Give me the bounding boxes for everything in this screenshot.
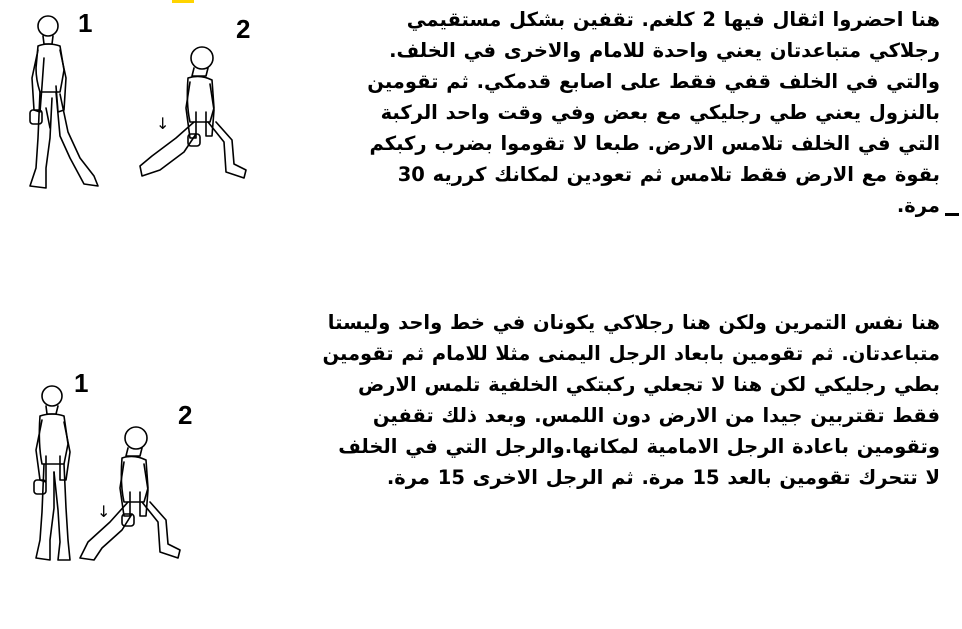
yellow-mark	[172, 0, 194, 3]
text-line: رجلاكي متباعدتان يعني واحدة للامام والاخرى في الخلف.	[389, 39, 940, 62]
text-line: وتقومين باعادة الرجل الامامية لمكانها.والرجل التي في الخلف	[338, 435, 940, 458]
text-line: هنا احضروا اثقال فيها 2 كلغم. تقفين بشكل مستقيمي	[406, 8, 940, 31]
text-line: لا تتحرك تقومين بالعد 15 مرة. ثم الرجل الاخرى 15 مرة.	[386, 466, 940, 489]
down-arrow-icon: ↓	[97, 502, 111, 521]
lunge-figure-icon	[132, 38, 250, 188]
exercise-1-instructions	[367, 4, 940, 221]
step-number: 1	[74, 368, 89, 398]
text-line: مرة.	[896, 194, 940, 217]
text-line: متباعدتان. ثم تقومين بابعاد الرجل اليمنى مثلا للامام ثم تقومين	[322, 342, 940, 365]
text-line: والتي في الخلف قفي فقط على اصابع قدمكي. ثم تقومين	[367, 70, 940, 93]
text-line: بطي رجليكي لكن هنا لا تجعلي ركبتكي الخلفية تلمس الارض	[358, 373, 940, 396]
step-number: 1	[78, 8, 93, 38]
text-line: بقوة مع الارض فقط تلامس ثم تعودين لمكانك كرريه 30	[397, 163, 940, 186]
dash-mark	[945, 213, 959, 216]
text-line: بالنزول يعني طي رجليكي مع بعض وفي وقت واحد الركبة	[380, 101, 940, 124]
text-line: التي في الخلف تلامس الارض. طبعا لا تقوموا بضرب ركبكم	[369, 132, 940, 155]
exercise-2-instructions	[322, 307, 940, 493]
text-line: فقط تقتربين جيدا من الارض دون اللمس. وبعد ذلك تقفين	[372, 404, 940, 427]
step-number: 2	[178, 400, 193, 430]
text-line: هنا نفس التمرين ولكن هنا رجلاكي يكونان في خط واحد وليستا	[327, 311, 940, 334]
down-arrow-icon: ↓	[156, 114, 170, 133]
step-number: 2	[236, 14, 251, 44]
lunge-figure-icon	[74, 418, 184, 568]
